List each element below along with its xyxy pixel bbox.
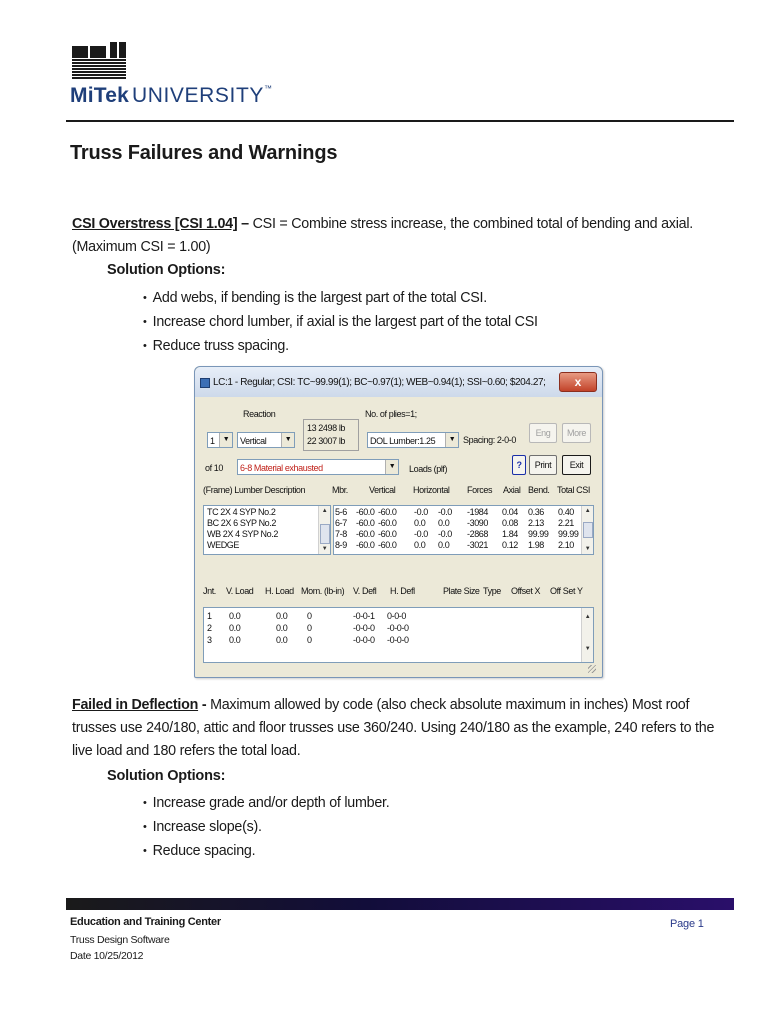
member-cell-h1: -0.0 — [414, 507, 428, 517]
joint-cell-hdefl: 0-0-0 — [387, 611, 407, 621]
dialog-body — [199, 397, 598, 675]
member-cell-h2: 0.0 — [438, 518, 450, 528]
truss-analysis-dialog — [194, 366, 603, 678]
member-cell-v2: -60.0 — [378, 540, 397, 550]
list-item[interactable] — [204, 507, 318, 517]
joint-cell-vload: 0.0 — [229, 611, 241, 621]
member-cell-force: -3090 — [467, 518, 489, 528]
chevron-down-icon: ▼ — [219, 433, 232, 447]
deflection-dash: - — [201, 697, 207, 713]
joint-cell-mom: 0 — [307, 635, 312, 645]
help-button[interactable]: ? — [512, 455, 526, 475]
member-cell-csi: 2.10 — [558, 540, 574, 550]
reaction-number-select[interactable]: 1 ▼ — [207, 432, 233, 448]
member-cell-mbr: 5-6 — [335, 507, 347, 517]
joint-cell-hload: 0.0 — [276, 611, 288, 621]
member-header: Vertical — [369, 485, 396, 495]
table-row[interactable] — [204, 611, 582, 621]
footer-bar — [66, 898, 734, 910]
member-cell-h1: 0.0 — [414, 540, 426, 550]
app-icon — [200, 378, 210, 388]
scroll-thumb[interactable] — [583, 522, 593, 538]
spacing-label: Spacing: 2-0-0 — [463, 435, 516, 445]
scroll-up-icon[interactable]: ▲ — [321, 508, 328, 514]
chevron-down-icon: ▼ — [385, 460, 398, 474]
member-cell-v1: -60.0 — [356, 507, 375, 517]
member-header: Axial — [503, 485, 521, 495]
table-row[interactable] — [204, 623, 582, 633]
joint-header: H. Load — [265, 586, 294, 596]
member-cell-h1: -0.0 — [414, 529, 428, 539]
member-cell-h2: -0.0 — [438, 507, 452, 517]
mitek-logo-mark — [70, 40, 126, 90]
resize-grip-icon[interactable] — [588, 665, 596, 673]
member-cell-force: -2868 — [467, 529, 489, 539]
logo-brand: MiTek — [70, 84, 129, 107]
member-cell-bend: 0.36 — [528, 507, 544, 517]
member-header: Bend. — [528, 485, 550, 495]
member-cell-csi: 99.99 — [558, 529, 579, 539]
lumber-description: WEDGE — [207, 540, 240, 550]
list-item: • Increase grade and/or depth of lumber. — [143, 791, 390, 815]
csi-overstress-term: CSI Overstress [CSI 1.04] — [72, 216, 238, 232]
member-cell-axial: 1.84 — [502, 529, 518, 539]
member-cell-bend: 99.99 — [528, 529, 549, 539]
lumber-description: WB 2X 4 SYP No.2 — [207, 529, 278, 539]
deflection-paragraph — [72, 694, 732, 763]
footer-date: Date 10/25/2012 — [70, 950, 144, 962]
table-row[interactable] — [204, 635, 582, 645]
member-cell-force: -3021 — [467, 540, 489, 550]
member-cell-mbr: 8-9 — [335, 540, 347, 550]
reaction-value: 22 3007 lb — [307, 436, 346, 446]
joint-cell-jnt: 3 — [207, 635, 212, 645]
deflection-description: Maximum allowed by code (also check absolute maximum in inches) Most roof trusses use 240/180, attic and floor trusses use 360/240. Using 240/180 as the example, 240 refers to the live load and 180 refers the total load. — [72, 697, 715, 759]
member-cell-h2: 0.0 — [438, 540, 450, 550]
joint-cell-vload: 0.0 — [229, 635, 241, 645]
member-cell-v1: -60.0 — [356, 540, 375, 550]
member-header: Total CSI — [557, 485, 590, 495]
joints-grid[interactable] — [203, 607, 594, 663]
scroll-thumb[interactable] — [320, 524, 330, 544]
close-button[interactable]: x — [559, 372, 597, 392]
reaction-value: 13 2498 lb — [307, 423, 346, 433]
member-cell-axial: 0.04 — [502, 507, 518, 517]
list-item: • Reduce truss spacing. — [143, 334, 538, 358]
joint-cell-jnt: 1 — [207, 611, 212, 621]
joint-header: Offset X — [511, 586, 541, 596]
scroll-down-icon[interactable]: ▼ — [321, 546, 328, 552]
logo-suffix: UNIVERSITY — [131, 84, 264, 107]
joint-cell-vdefl: -0-0-0 — [353, 635, 375, 645]
header-rule — [66, 120, 734, 122]
lumber-list[interactable] — [203, 505, 331, 555]
chevron-down-icon: ▼ — [281, 433, 294, 447]
member-cell-force: -1984 — [467, 507, 489, 517]
list-item[interactable] — [204, 518, 318, 528]
dialog-titlebar — [195, 367, 602, 397]
print-button[interactable]: Print — [529, 455, 557, 475]
joint-cell-vdefl: -0-0-0 — [353, 623, 375, 633]
lumber-description: BC 2X 6 SYP No.2 — [207, 518, 276, 528]
exit-button[interactable]: Exit — [562, 455, 591, 475]
scroll-down-icon[interactable]: ▼ — [584, 646, 591, 652]
deflection-term: Failed in Deflection — [72, 697, 199, 713]
member-cell-v2: -60.0 — [378, 518, 397, 528]
member-cell-v1: -60.0 — [356, 518, 375, 528]
solution-options-heading-1: Solution Options: — [107, 262, 226, 278]
joint-cell-hload: 0.0 — [276, 635, 288, 645]
page-number: Page 1 — [670, 918, 704, 930]
page-title: Truss Failures and Warnings — [70, 142, 338, 164]
scroll-down-icon[interactable]: ▼ — [584, 546, 591, 552]
loads-label: Loads (plf) — [409, 464, 448, 474]
solution-list-1 — [143, 286, 538, 358]
mitek-university-logo — [70, 84, 272, 108]
member-cell-v2: -60.0 — [378, 529, 397, 539]
dialog-title: LC:1 - Regular; CSI: TC~99.99(1); BC~0.97(1); WEB~0.94(1); SSI~0.60; $204.27; — [213, 377, 546, 388]
joint-header: Off Set Y — [550, 586, 583, 596]
member-cell-h2: -0.0 — [438, 529, 452, 539]
members-grid[interactable] — [333, 505, 594, 555]
reaction-values-box — [303, 419, 359, 451]
joints-scrollbar[interactable] — [581, 608, 593, 662]
joint-header: H. Defl — [390, 586, 415, 596]
joint-header: V. Defl — [353, 586, 377, 596]
member-header: (Frame) Lumber Description — [203, 485, 306, 495]
chevron-down-icon: ▼ — [445, 433, 458, 447]
member-cell-csi: 2.21 — [558, 518, 574, 528]
list-item[interactable] — [204, 540, 318, 550]
member-cell-axial: 0.12 — [502, 540, 518, 550]
joint-cell-hload: 0.0 — [276, 623, 288, 633]
csi-overstress-paragraph — [72, 213, 732, 259]
joint-header: Mom. (lb-in) — [301, 586, 345, 596]
list-item: • Reduce spacing. — [143, 839, 390, 863]
member-cell-h1: 0.0 — [414, 518, 426, 528]
message-select[interactable]: 6-8 Material exhausted ▼ — [237, 459, 399, 475]
member-header: Mbr. — [332, 485, 348, 495]
joint-cell-hdefl: -0-0-0 — [387, 623, 409, 633]
table-row[interactable] — [334, 529, 582, 539]
members-scrollbar[interactable] — [581, 506, 593, 554]
list-item[interactable] — [204, 529, 318, 539]
joint-header: Plate Size — [443, 586, 480, 596]
csi-description: CSI = Combine stress increase, the combined total of bending and axial. (Maximum CSI = 1.00) — [72, 216, 693, 255]
footer-org: Education and Training Center — [70, 916, 221, 928]
joint-cell-mom: 0 — [307, 611, 312, 621]
member-cell-mbr: 6-7 — [335, 518, 347, 528]
joint-header: Type — [483, 586, 501, 596]
solution-options-heading-2: Solution Options: — [107, 768, 226, 784]
footer-product: Truss Design Software — [70, 934, 170, 946]
logo-tm: ™ — [264, 84, 273, 93]
list-item: • Add webs, if bending is the largest part of the total CSI. — [143, 286, 538, 310]
scroll-up-icon[interactable]: ▲ — [584, 508, 591, 514]
member-header: Forces — [467, 485, 493, 495]
table-row[interactable] — [334, 518, 582, 528]
reaction-label: Reaction — [243, 409, 276, 419]
joint-cell-vdefl: -0-0-1 — [353, 611, 375, 621]
reaction-type-select[interactable]: Vertical ▼ — [237, 432, 295, 448]
member-header: Horizontal — [413, 485, 450, 495]
plies-label: No. of plies=1; — [365, 409, 417, 419]
list-item: • Increase chord lumber, if axial is the largest part of the total CSI — [143, 310, 538, 334]
dol-lumber-select[interactable]: DOL Lumber:1.25 ▼ — [367, 432, 459, 448]
eng-button[interactable]: Eng — [529, 423, 557, 443]
of-label: of 10 — [205, 463, 224, 473]
member-cell-v1: -60.0 — [356, 529, 375, 539]
solution-list-2 — [143, 791, 390, 863]
lumber-scrollbar[interactable] — [318, 506, 330, 554]
joint-header: V. Load — [226, 586, 254, 596]
more-button[interactable]: More — [562, 423, 591, 443]
joint-header: Jnt. — [203, 586, 216, 596]
member-cell-csi: 0.40 — [558, 507, 574, 517]
table-row[interactable] — [334, 507, 582, 517]
member-cell-bend: 1.98 — [528, 540, 544, 550]
list-item: • Increase slope(s). — [143, 815, 390, 839]
svg-text:®: ® — [120, 45, 124, 51]
member-cell-v2: -60.0 — [378, 507, 397, 517]
member-cell-axial: 0.08 — [502, 518, 518, 528]
scroll-up-icon[interactable]: ▲ — [584, 614, 591, 620]
member-cell-bend: 2.13 — [528, 518, 544, 528]
csi-dash: – — [241, 216, 249, 232]
lumber-description: TC 2X 4 SYP No.2 — [207, 507, 276, 517]
joint-cell-hdefl: -0-0-0 — [387, 635, 409, 645]
member-cell-mbr: 7-8 — [335, 529, 347, 539]
joint-cell-mom: 0 — [307, 623, 312, 633]
table-row[interactable] — [334, 540, 582, 550]
joint-cell-jnt: 2 — [207, 623, 212, 633]
joint-cell-vload: 0.0 — [229, 623, 241, 633]
